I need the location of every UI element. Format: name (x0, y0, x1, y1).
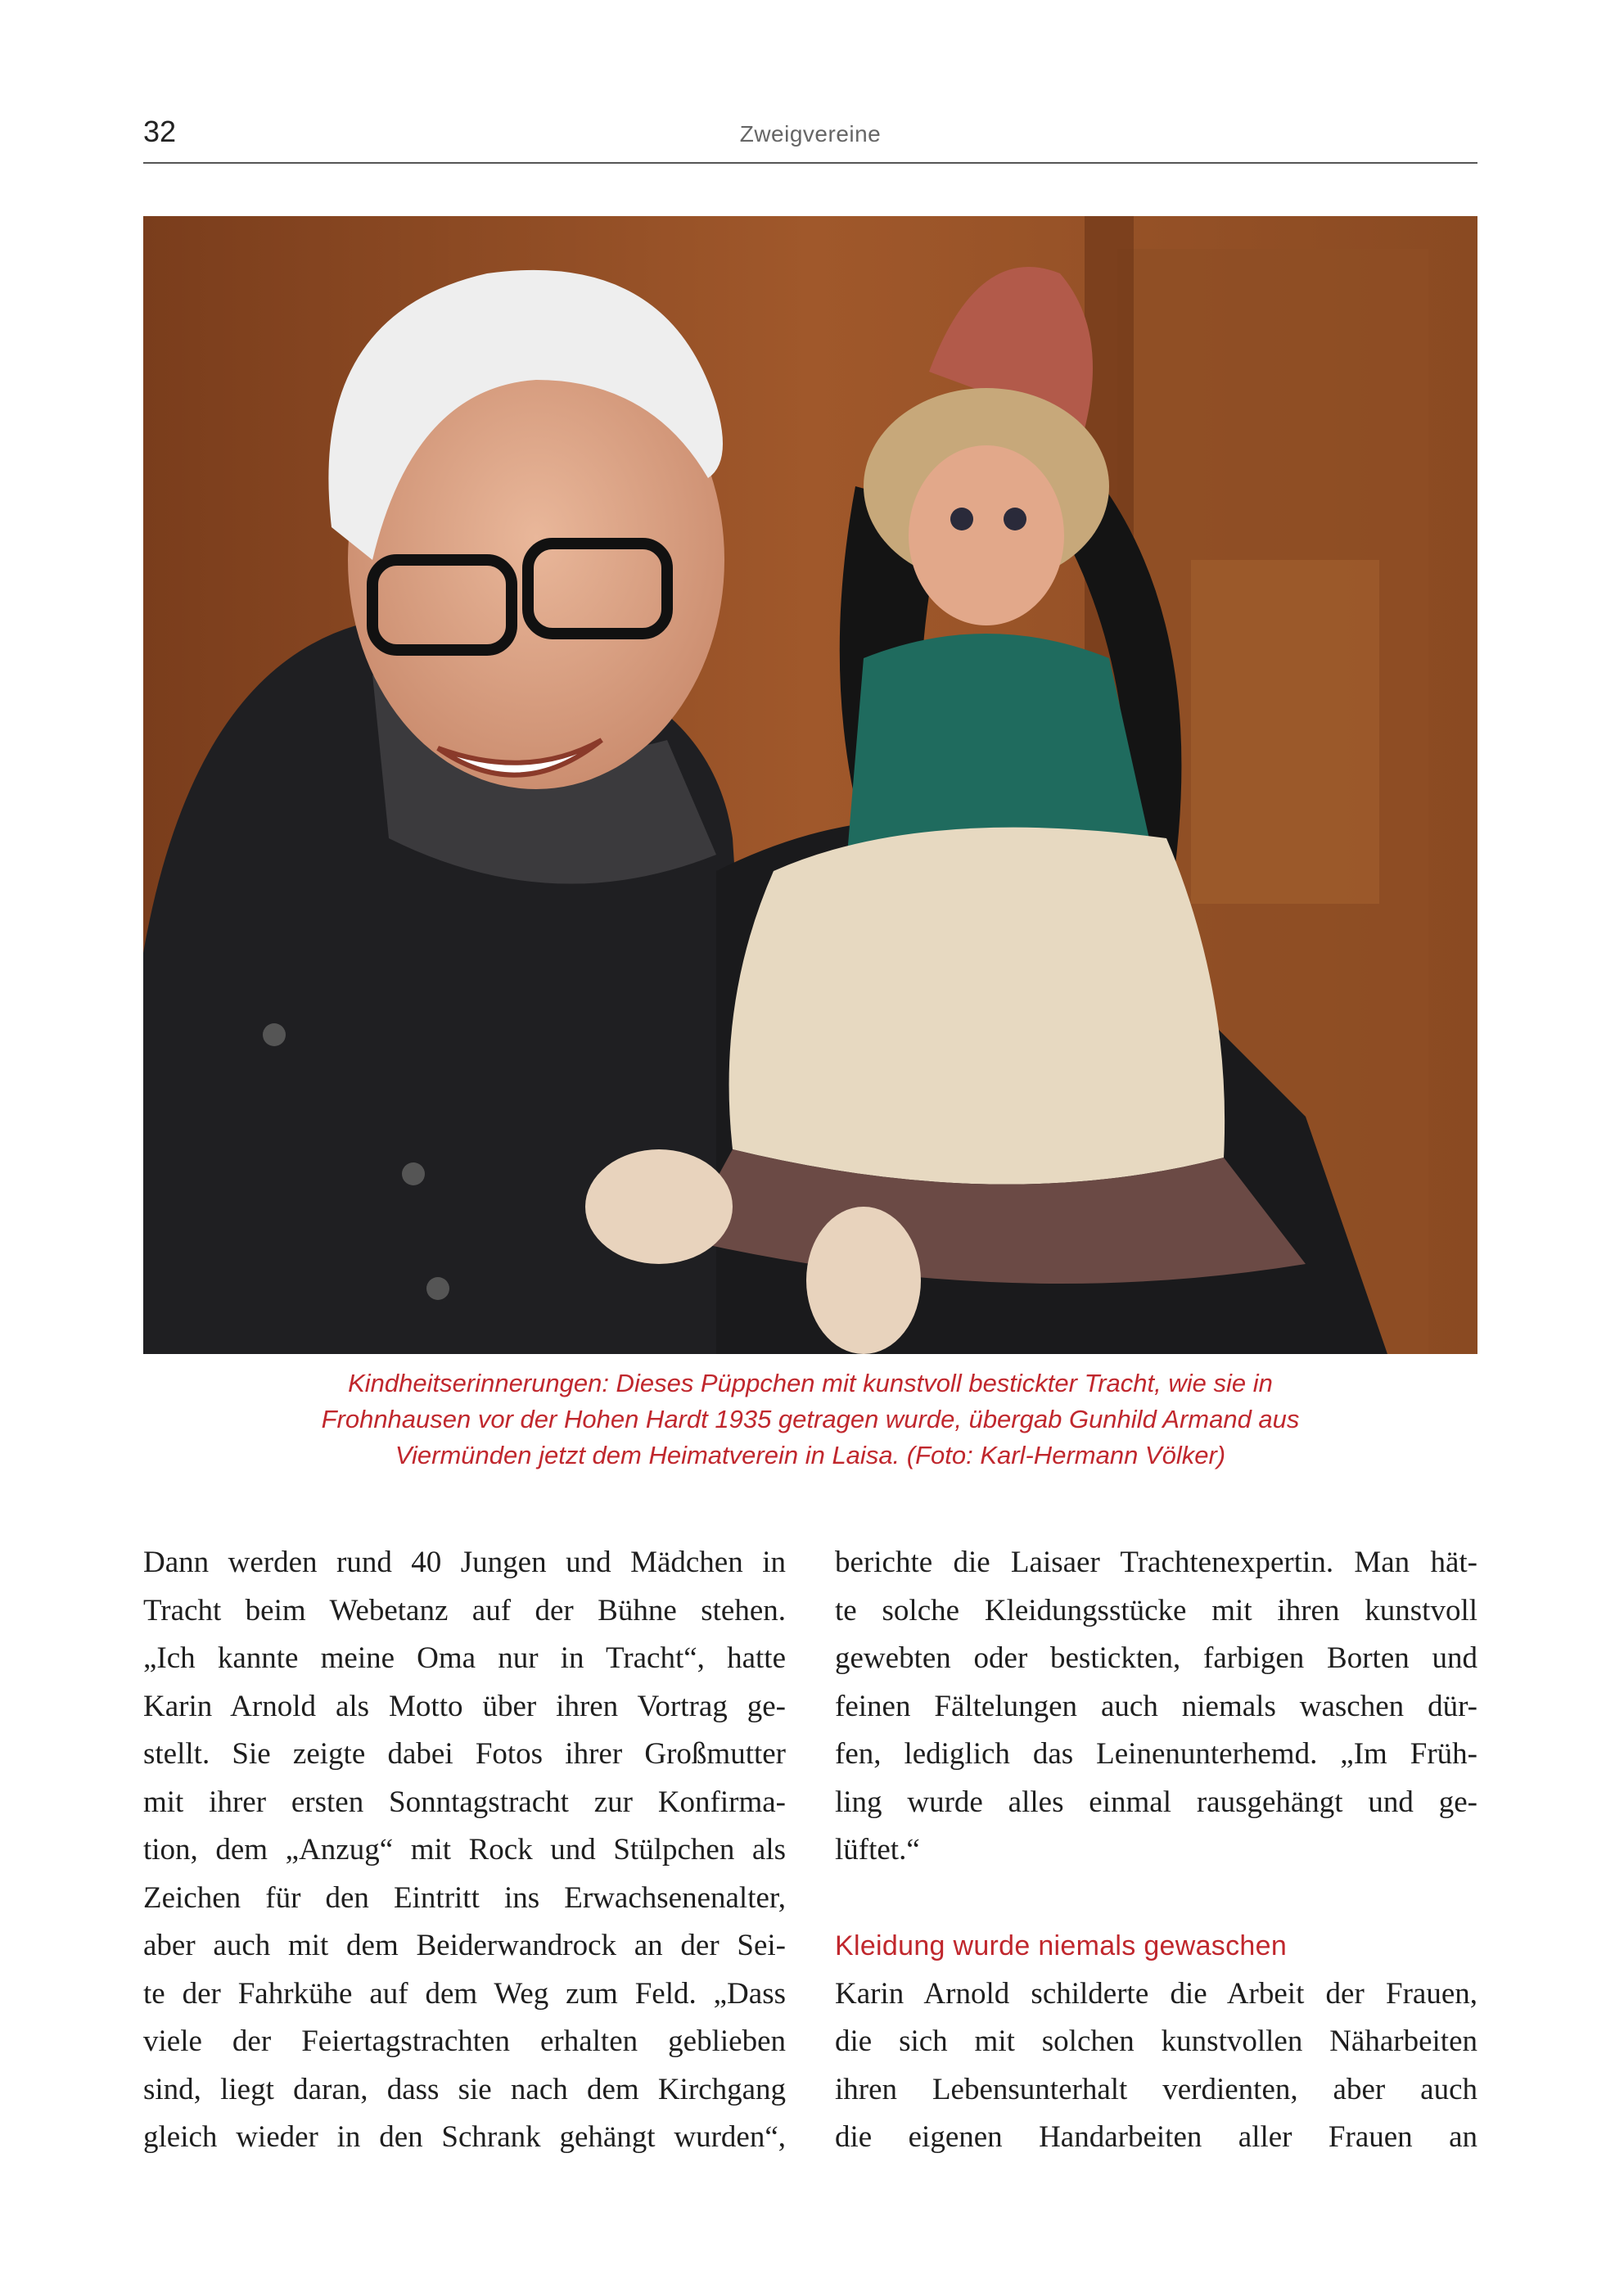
doll-lace-skirt (729, 828, 1225, 1185)
text-line: berichte die Laisaer Trachtenexpertin. Man hät- (835, 1546, 1477, 1579)
text-line: feinen Fältelungen auch niemals waschen dür- (835, 1689, 1477, 1723)
text-line: Karin Arnold als Motto über ihren Vortrag ge- (143, 1689, 786, 1723)
text-line: „Ich kannte meine Oma nur in Tracht“, hatte (143, 1641, 786, 1675)
text-line: Tracht beim Webetanz auf der Bühne stehen. (143, 1593, 786, 1627)
caption-line: Frohnhausen vor der Hohen Hardt 1935 getragen wurde, übergab Gunhild Armand aus (321, 1405, 1300, 1433)
text-line: viele der Feiertagstrachten erhalten geblieben (143, 2024, 786, 2058)
text-line: fen, lediglich das Leinenunterhemd. „Im Früh- (835, 1737, 1477, 1771)
text-line: sind, liegt daran, dass sie nach dem Kirchgang (143, 2072, 786, 2106)
caption-line: Kindheitserinnerungen: Dieses Püppchen mit kunstvoll bestickter Tracht, wie sie in (348, 1369, 1273, 1397)
text-line: gewebten oder bestickten, farbigen Borten und (835, 1641, 1477, 1675)
text-line: lüftet.“ (835, 1833, 920, 1866)
text-line: te der Fahrkühe auf dem Weg zum Feld. „Dass (143, 1976, 786, 2011)
running-head: Zweigvereine (739, 121, 882, 147)
text-line: mit ihrer ersten Sonntagstracht zur Konfirma- (143, 1785, 786, 1819)
doll-foot (806, 1207, 921, 1354)
text-line: gleich wieder in den Schrank gehängt wurden“, (143, 2120, 786, 2154)
coat-button (263, 1023, 286, 1046)
coat-button (426, 1277, 449, 1300)
caption-line: Viermünden jetzt dem Heimatverein in Laisa. (Foto: Karl-Hermann Völker) (395, 1441, 1226, 1469)
text-line: Dann werden rund 40 Jungen und Mädchen in (143, 1546, 786, 1579)
photo-woman-with-doll (143, 216, 1477, 1354)
doll-foot (585, 1149, 733, 1264)
body-column-right (835, 1539, 1477, 2162)
text-line: ihren Lebensunterhalt verdienten, aber auch (835, 2072, 1477, 2106)
text-line: tion, dem „Anzug“ mit Rock und Stülpchen als (143, 1833, 786, 1866)
page-header (143, 106, 1477, 164)
text-line: te solche Kleidungsstücke mit ihren kunstvoll (835, 1593, 1477, 1627)
text-line: Karin Arnold schilderte die Arbeit der Frauen, (835, 1976, 1477, 2011)
body-column-left (143, 1539, 786, 2162)
section-subheading: Kleidung wurde niemals gewaschen (835, 1930, 1288, 1961)
paragraph-gap (835, 1875, 1477, 1923)
doll-eye (1004, 508, 1026, 530)
text-line: stellt. Sie zeigte dabei Fotos ihrer Großmutter (143, 1737, 786, 1771)
door-inset (1191, 560, 1379, 904)
coat-button (402, 1162, 425, 1185)
photo-illustration (143, 216, 1477, 1354)
doll-face (909, 445, 1064, 625)
text-line: die sich mit solchen kunstvollen Näharbeiten (835, 2024, 1477, 2058)
doll-eye (950, 508, 973, 530)
text-line: die eigenen Handarbeiten aller Frauen an (835, 2120, 1477, 2154)
page-number: 32 (143, 115, 177, 148)
text-line: Zeichen für den Eintritt ins Erwachsenenalter, (143, 1880, 786, 1915)
text-line: aber auch mit dem Beiderwandrock an der Sei- (143, 1929, 786, 1962)
photo-caption (143, 1365, 1477, 1474)
text-line: ling wurde alles einmal rausgehängt und ge- (835, 1785, 1477, 1819)
